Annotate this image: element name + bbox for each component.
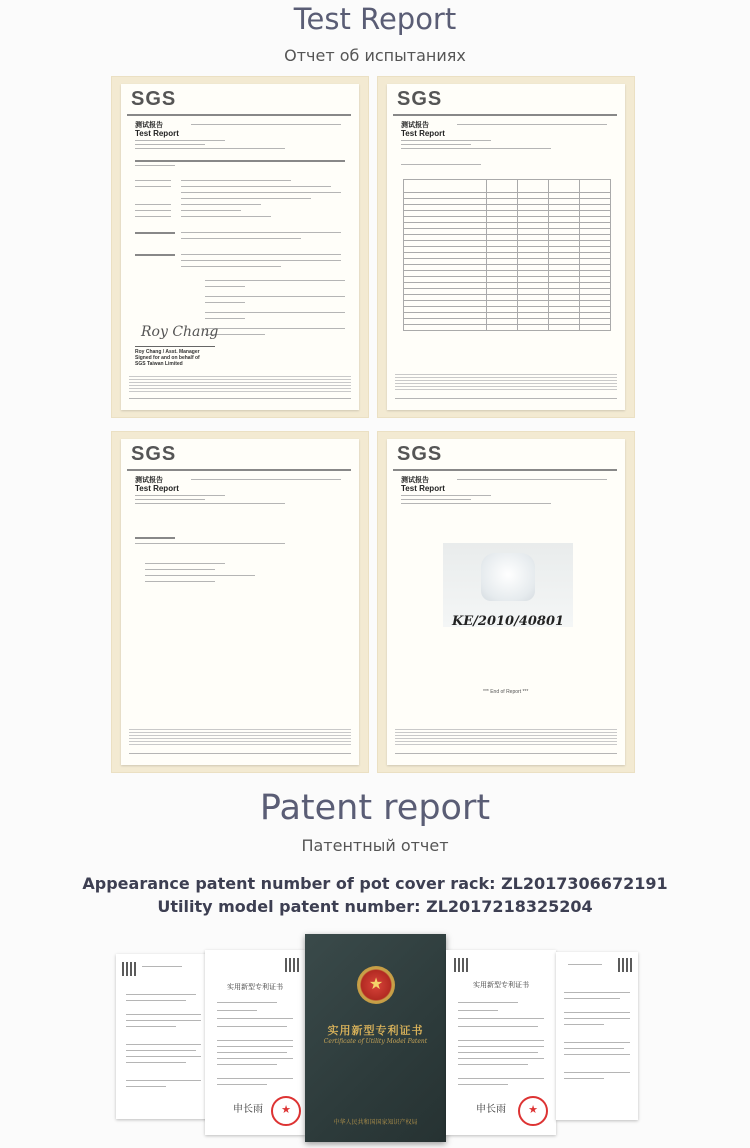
patent-report-title: Patent report (259, 788, 491, 828)
sample-photo (443, 543, 573, 627)
patent-report-subtitle: Патентный отчет (301, 836, 449, 855)
report-title-en: Test Report (135, 129, 179, 138)
report-title-en: Test Report (401, 484, 445, 493)
cover-issuer: 中华人民共和国国家知识产权局 (333, 1119, 418, 1126)
report-title-cn: 测试报告 (401, 477, 429, 484)
red-seal-icon: ★ (271, 1096, 301, 1126)
signature: Roy Chang (141, 324, 219, 340)
test-report-title: Test Report (293, 2, 457, 36)
report-title-en: Test Report (401, 129, 445, 138)
report-title-cn: 测试报告 (401, 122, 429, 129)
report-title-cn: 测试报告 (135, 122, 163, 129)
signed-for-label: Signed for and on behalf of (135, 355, 200, 361)
report-title-cn: 测试报告 (135, 477, 163, 484)
sgs-logo: SGS (397, 443, 443, 465)
certificate-left (205, 950, 305, 1135)
sgs-report-page-3 (111, 431, 369, 773)
sgs-report-page-2 (377, 76, 635, 418)
certificate-signature: 申长雨 (476, 1104, 506, 1115)
certificate-title: 实用新型专利证书 (473, 981, 529, 989)
certificate-far-left (116, 954, 212, 1119)
results-table (403, 179, 611, 331)
sgs-logo: SGS (397, 88, 443, 110)
appearance-patent-number: Appearance patent number of pot cover rack: ZL2017306672191 (82, 874, 668, 893)
national-emblem-icon: ★ (357, 966, 395, 1004)
cover-title-en: Certificate of Utility Model Patent (323, 1038, 428, 1045)
certificate-cover (305, 934, 446, 1142)
photo-label: KE/2010/40801 (451, 614, 565, 629)
utility-patent-number: Utility model patent number: ZL2017218325204 (157, 897, 593, 916)
certificate-right (446, 950, 556, 1135)
red-seal-icon: ★ (518, 1096, 548, 1126)
cover-title-cn: 实用新型专利证书 (327, 1024, 424, 1037)
test-report-subtitle: Отчет об испытаниях (284, 46, 466, 65)
sgs-logo: SGS (131, 88, 177, 110)
sample-bag-image (481, 553, 535, 601)
certificate-signature: 申长雨 (233, 1104, 263, 1115)
certificate-far-right (556, 952, 638, 1120)
company-label: SGS Taiwan Limited (135, 361, 183, 367)
sgs-report-page-1 (111, 76, 369, 418)
sgs-report-page-4 (377, 431, 635, 773)
signature-caption: Roy Chang / Asst. Manager (135, 349, 200, 355)
end-of-report: *** End of Report *** (483, 689, 529, 695)
sgs-logo: SGS (131, 443, 177, 465)
report-title-en: Test Report (135, 484, 179, 493)
certificate-title: 实用新型专利证书 (227, 983, 283, 991)
